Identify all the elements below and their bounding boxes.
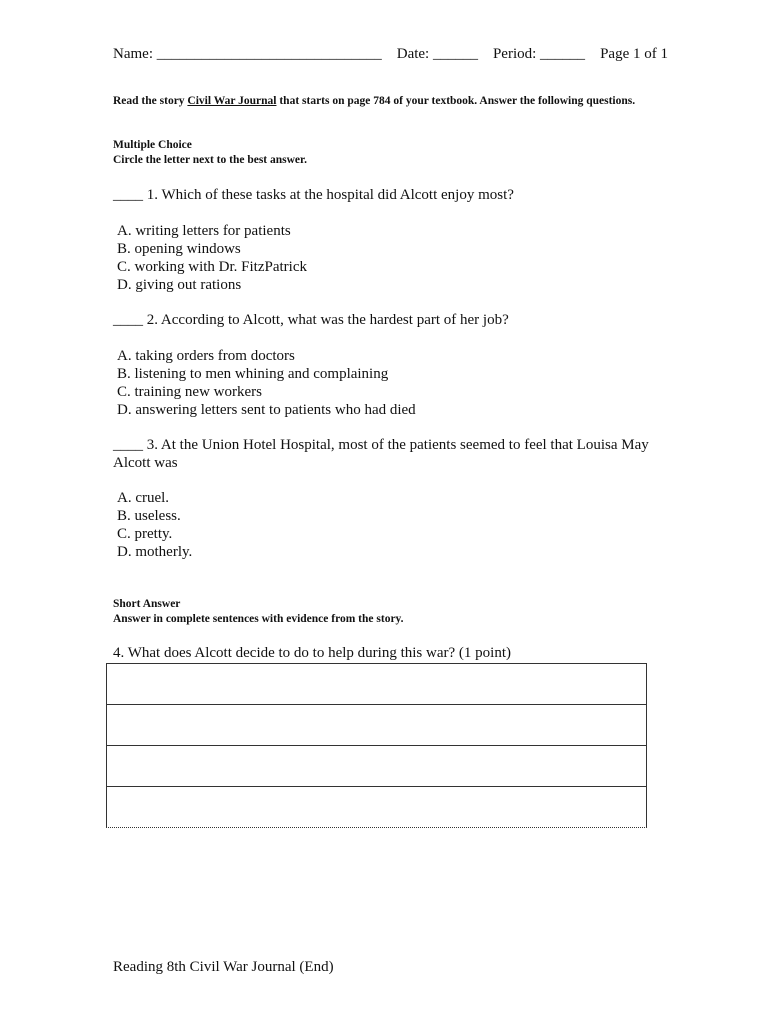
option-c[interactable]: C. working with Dr. FitzPatrick — [117, 259, 307, 275]
option-d[interactable]: D. giving out rations — [117, 277, 242, 293]
question-2: ____ 2. According to Alcott, what was the hardest part of her job? — [113, 312, 509, 328]
period-field[interactable]: Period: ______ — [492, 46, 586, 62]
question-2-options — [117, 347, 416, 419]
short-answer-section — [113, 597, 404, 627]
option-a[interactable]: A. taking orders from doctors — [117, 348, 295, 364]
answer-line[interactable] — [107, 746, 646, 787]
option-c[interactable]: C. pretty. — [117, 526, 173, 542]
answer-line[interactable] — [107, 705, 646, 746]
question-1: ____ 1. Which of these tasks at the hospital did Alcott enjoy most? — [113, 187, 514, 203]
short-answer-heading: Short Answer — [113, 598, 181, 610]
question-4: 4. What does Alcott decide to do to help during this war? (1 point) — [113, 645, 511, 661]
option-c[interactable]: C. training new workers — [117, 384, 262, 400]
intro-text-start: Read the story — [113, 95, 188, 107]
answer-line[interactable] — [107, 787, 646, 827]
header-line — [113, 46, 668, 63]
question-3: ____ 3. At the Union Hotel Hospital, most of the patients seemed to feel that Louisa May Alcott was — [113, 437, 649, 471]
multiple-choice-section — [113, 138, 307, 168]
intro-text-end: that starts on page 784 of your textbook. Answer the following questions. — [276, 95, 636, 107]
option-d[interactable]: D. motherly. — [117, 544, 193, 560]
option-d[interactable]: D. answering letters sent to patients who had died — [117, 402, 416, 418]
question-3-options — [117, 489, 192, 561]
question-1-options — [117, 222, 307, 294]
footer-text: Reading 8th Civil War Journal (End) — [113, 959, 334, 975]
option-b[interactable]: B. useless. — [117, 508, 181, 524]
reading-instructions — [113, 94, 653, 109]
option-a[interactable]: A. writing letters for patients — [117, 223, 291, 239]
answer-line[interactable] — [107, 664, 646, 705]
option-a[interactable]: A. cruel. — [117, 490, 170, 506]
multiple-choice-heading: Multiple Choice — [113, 139, 192, 151]
answer-box[interactable] — [106, 663, 647, 828]
option-b[interactable]: B. opening windows — [117, 241, 241, 257]
short-answer-instruction: Answer in complete sentences with evidence from the story. — [113, 613, 404, 625]
date-field[interactable]: Date: ______ — [396, 46, 478, 62]
option-b[interactable]: B. listening to men whining and complaining — [117, 366, 389, 382]
multiple-choice-instruction: Circle the letter next to the best answer. — [113, 154, 307, 166]
story-title: Civil War Journal — [187, 95, 277, 107]
name-field[interactable]: Name: ______________________________ — [113, 46, 382, 62]
page-number: Page 1 of 1 — [600, 46, 668, 62]
